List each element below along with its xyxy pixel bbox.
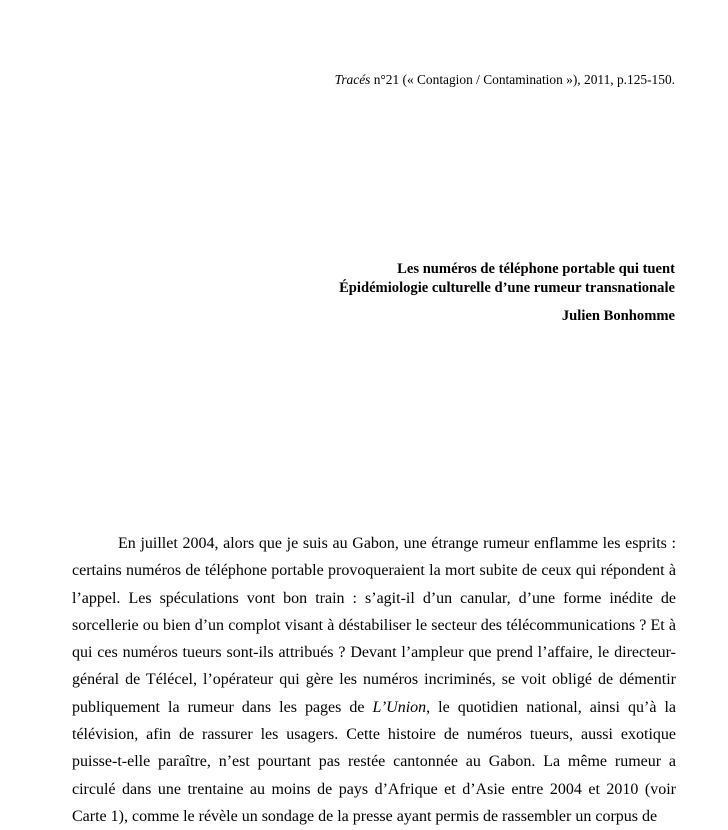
article-author: Julien Bonhomme <box>561 308 675 324</box>
journal-citation <box>335 71 675 89</box>
paragraph-text-part2: , le quotidien national, ainsi qu’à la télévision, afin de rassurer les usagers. Cette histoire de numéros tueurs, aussi exotique puisse-t-elle paraître, n’est pourtant pas restée cantonnée au Gabon. La même rumeur a circulé dans une trentaine au moins de pays d’Afrique et d’Asie entre 2004 et 2010 (voir Carte 1), comme le révèle un sondage de la presse ayant permis de rassembler un corpus de <box>72 698 676 825</box>
citation-details: n°21 (« Contagion / Contamination »), 2011, p.125-150. <box>370 72 675 87</box>
article-header <box>339 260 675 326</box>
article-title: Les numéros de téléphone portable qui tuent <box>397 261 675 277</box>
body-paragraph <box>72 530 676 830</box>
paragraph-text-part1: En juillet 2004, alors que je suis au Gabon, une étrange rumeur enflamme les esprits : certains numéros de téléphone portable provoqueraient la mort subite de ceux qui répondent à l’appel. Les spéculations vont bon train : s’agit-il d’un canular, d’une forme inédite de sorcellerie ou bien d’un complot visant à déstabiliser le secteur des télécommunications ? Et à qui ces numéros tueurs sont-ils attribués ? Devant l’ampleur que prend l’affaire, le directeur-général de Télécel, l’opérateur qui gère les numéros incriminés, se voit obligé de démentir publiquement la rumeur dans les pages de <box>72 535 676 716</box>
article-subtitle: Épidémiologie culturelle d’une rumeur transnationale <box>339 280 675 296</box>
newspaper-name: L’Union <box>372 698 427 716</box>
journal-name: Tracés <box>334 72 371 87</box>
